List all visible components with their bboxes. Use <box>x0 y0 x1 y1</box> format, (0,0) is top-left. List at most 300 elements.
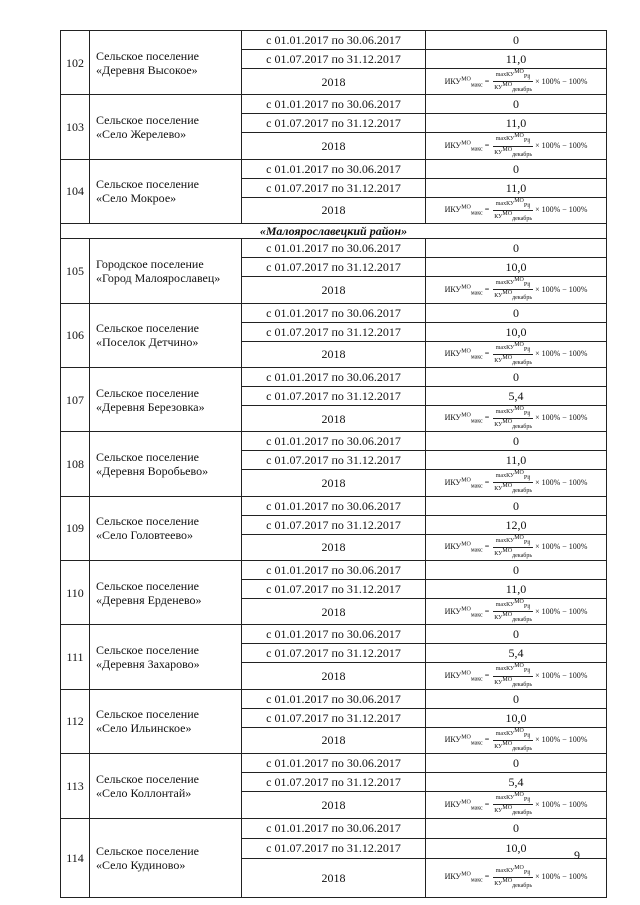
formula-numerator-sup: МО <box>514 69 524 75</box>
value-first-half: 0 <box>426 625 607 644</box>
formula-lhs: ИКУ <box>444 735 462 745</box>
value-second-half: 11,0 <box>426 50 607 69</box>
formula: $ИКУ^{МО}_{макс}$ = $\frac{\text{maxКУМОPij}}{\text{КУМОдекабрь}}$ × 100% − 100% <box>444 341 588 366</box>
formula: $ИКУ^{МО}_{макс}$ = $\frac{\text{maxКУМОPij}}{\text{КУМОдекабрь}}$ × 100% − 100% <box>444 69 588 94</box>
formula-denominator-sup: МО <box>502 354 513 361</box>
formula-numerator-text: maxКУ <box>495 344 515 351</box>
formula-lhs-sup: МО <box>461 348 471 355</box>
table-row <box>61 303 607 322</box>
settlement-type: Сельское поселение <box>96 771 199 786</box>
period-second-half: с 01.07.2017 по 31.12.2017 <box>242 258 426 277</box>
period-first-half: с 01.01.2017 по 30.06.2017 <box>242 818 426 838</box>
settlement-type: Сельское поселение <box>96 177 199 192</box>
formula-numerator-sub: Pij <box>523 870 531 876</box>
settlement-name <box>90 31 242 95</box>
formula-fraction <box>493 133 533 158</box>
district-row <box>61 224 607 239</box>
value-second-half: 5,4 <box>426 773 607 792</box>
formula-lhs-sub: макс <box>470 82 483 89</box>
formula-denominator-sub: декабрь <box>512 216 533 223</box>
formula-numerator-sub: Pij <box>523 282 531 289</box>
formula-lhs-sup: МО <box>461 541 471 548</box>
settlement-title: «Деревня Березовка» <box>96 399 205 414</box>
formula-tail: × 100% − 100% <box>535 606 588 616</box>
formula-denominator-sub: декабрь <box>512 359 533 366</box>
period-first-half: с 01.01.2017 по 30.06.2017 <box>242 159 426 178</box>
year-cell: 2018 <box>242 663 426 689</box>
settlement-title: «Деревня Захарово» <box>96 657 200 672</box>
value-first-half: 0 <box>426 159 607 178</box>
formula-lhs-sub: макс <box>470 290 483 297</box>
year-cell: 2018 <box>242 197 426 223</box>
formula-numerator <box>493 865 533 878</box>
formula-numerator-sup: МО <box>514 341 524 348</box>
formula: $ИКУ^{МО}_{макс}$ = $\frac{\text{maxКУМОPij}}{\text{КУМОдекабрь}}$ × 100% − 100% <box>444 599 588 624</box>
period-second-half: с 01.07.2017 по 31.12.2017 <box>242 50 426 69</box>
period-first-half: с 01.01.2017 по 30.06.2017 <box>242 689 426 708</box>
formula-cell <box>426 599 607 625</box>
value-second-half: 10,0 <box>426 708 607 727</box>
formula-denominator <box>493 290 533 302</box>
settlement-name <box>90 818 242 897</box>
formula-numerator-sub: Pij <box>523 138 531 145</box>
formula-denominator-sup: МО <box>502 740 513 747</box>
settlement-title: «Деревня Ерденево» <box>96 592 202 607</box>
formula-fraction <box>493 69 533 94</box>
row-number: 109 <box>61 496 90 560</box>
formula-cell <box>426 197 607 223</box>
formula: $ИКУ^{МО}_{макс}$ = $\frac{\text{maxКУМОPij}}{\text{КУМОдекабрь}}$ × 100% − 100% <box>444 864 588 890</box>
value-first-half: 0 <box>426 95 607 114</box>
formula-numerator-text: maxКУ <box>495 408 515 415</box>
formula-numerator-sup: МО <box>514 727 524 734</box>
settlement-type: Сельское поселение <box>96 843 199 858</box>
formula-denominator-text: КУ <box>494 679 503 686</box>
formula-fraction <box>493 535 533 560</box>
row-number: 110 <box>61 561 90 625</box>
row-number: 113 <box>61 754 90 818</box>
formula-lhs-sup: МО <box>461 477 471 484</box>
settlement-title: «Село Головтеево» <box>96 528 194 543</box>
formula-denominator-sub: декабрь <box>512 87 533 94</box>
settlement-title: «Село Мокрое» <box>96 191 177 206</box>
formula-numerator <box>493 792 533 805</box>
formula-numerator <box>493 198 533 211</box>
table-row <box>61 31 607 50</box>
value-first-half: 0 <box>426 689 607 708</box>
value-first-half: 0 <box>426 818 607 838</box>
period-first-half: с 01.01.2017 по 30.06.2017 <box>242 303 426 322</box>
table-row <box>61 95 607 114</box>
table-row <box>61 159 607 178</box>
formula-denominator <box>493 548 533 560</box>
formula-denominator <box>493 878 533 890</box>
formula-tail: × 100% − 100% <box>535 735 588 745</box>
formula-lhs: ИКУ <box>444 76 462 86</box>
formula-denominator-sup: МО <box>502 419 513 426</box>
period-first-half: с 01.01.2017 по 30.06.2017 <box>242 561 426 580</box>
formula-lhs-sub: макс <box>470 740 483 747</box>
formula-numerator-text: maxКУ <box>495 602 515 608</box>
period-first-half: с 01.01.2017 по 30.06.2017 <box>242 95 426 114</box>
formula-numerator-sup: МО <box>514 792 524 799</box>
settlement-name <box>90 303 242 367</box>
period-second-half: с 01.07.2017 по 31.12.2017 <box>242 386 426 405</box>
formula-cell <box>426 858 607 897</box>
value-first-half: 0 <box>426 561 607 580</box>
period-second-half: с 01.07.2017 по 31.12.2017 <box>242 114 426 133</box>
formula-lhs-sup: МО <box>461 284 471 290</box>
period-first-half: с 01.01.2017 по 30.06.2017 <box>242 625 426 644</box>
formula-lhs-sup: МО <box>461 670 471 677</box>
year-cell: 2018 <box>242 792 426 818</box>
formula-fraction <box>493 865 533 890</box>
formula-cell <box>426 534 607 560</box>
formula-numerator-text: maxКУ <box>495 280 515 287</box>
formula-tail: × 100% − 100% <box>535 349 588 359</box>
formula-lhs-sup: МО <box>461 412 471 419</box>
formula-cell <box>426 663 607 689</box>
district-heading <box>61 224 607 239</box>
formula-denominator <box>493 211 533 223</box>
value-second-half: 10,0 <box>426 838 607 858</box>
settlement-name <box>90 159 242 223</box>
formula-tail: × 100% − 100% <box>535 477 588 487</box>
settlement-type: Сельское поселение <box>96 48 199 63</box>
period-second-half: с 01.07.2017 по 31.12.2017 <box>242 178 426 197</box>
formula-lhs: ИКУ <box>444 413 462 423</box>
formula-cell <box>426 792 607 818</box>
formula-numerator <box>493 728 533 741</box>
formula-denominator-text: КУ <box>494 550 503 557</box>
settlement-type: Сельское поселение <box>96 385 199 400</box>
row-number: 107 <box>61 367 90 431</box>
settlement-name <box>90 689 242 753</box>
formula-numerator <box>493 599 533 612</box>
value-second-half: 11,0 <box>426 114 607 133</box>
period-second-half: с 01.07.2017 по 31.12.2017 <box>242 773 426 792</box>
formula-lhs-sup: МО <box>461 204 471 211</box>
year-cell: 2018 <box>242 470 426 496</box>
formula-lhs-sub: макс <box>470 805 483 812</box>
document-page <box>60 30 602 898</box>
formula-fraction <box>493 277 533 302</box>
formula-denominator-sup: МО <box>502 547 513 554</box>
table-row <box>61 625 607 644</box>
formula-numerator-text: maxКУ <box>495 72 515 78</box>
formula-cell <box>426 133 607 159</box>
formula-denominator-text: КУ <box>494 808 503 815</box>
row-number: 108 <box>61 432 90 496</box>
formula-numerator-sup: МО <box>514 864 524 871</box>
value-first-half: 0 <box>426 303 607 322</box>
formula-numerator-sup: МО <box>514 405 524 412</box>
row-number: 103 <box>61 95 90 159</box>
table-row <box>61 754 607 773</box>
formula-lhs-sub: макс <box>470 676 483 683</box>
period-first-half: с 01.01.2017 по 30.06.2017 <box>242 432 426 451</box>
settlement-name <box>90 496 242 560</box>
settlement-type: Городское поселение <box>96 256 204 271</box>
formula-cell <box>426 277 607 303</box>
formula-denominator <box>493 677 533 689</box>
formula-lhs-sub: макс <box>470 877 483 884</box>
formula: $ИКУ^{МО}_{макс}$ = $\frac{\text{maxКУМОPij}}{\text{КУМОдекабрь}}$ × 100% − 100% <box>444 197 588 223</box>
page-number: 9 <box>574 848 580 862</box>
formula-denominator-text: КУ <box>494 615 503 622</box>
formula: $ИКУ^{МО}_{макс}$ = $\frac{\text{maxКУМОPij}}{\text{КУМОдекабрь}}$ × 100% − 100% <box>444 727 588 753</box>
formula-fraction <box>493 663 533 688</box>
formula-numerator-sub: Pij <box>523 668 531 675</box>
settlement-name <box>90 95 242 159</box>
settlement-title: «Село Жерелево» <box>96 127 187 142</box>
settlement-title: «Поселок Детчино» <box>96 335 199 350</box>
formula-lhs-sup: МО <box>461 140 471 147</box>
formula: $ИКУ^{МО}_{макс}$ = $\frac{\text{maxКУМОPij}}{\text{КУМОдекабрь}}$ × 100% − 100% <box>444 133 588 158</box>
formula-denominator-sub: декабрь <box>512 488 533 495</box>
formula-numerator-text: maxКУ <box>495 730 515 737</box>
formula-denominator-sup: МО <box>502 805 513 812</box>
value-second-half: 5,4 <box>426 386 607 405</box>
formula-numerator-text: maxКУ <box>495 537 515 544</box>
formula-lhs: ИКУ <box>444 349 462 359</box>
formula-denominator-text: КУ <box>494 293 503 300</box>
formula-numerator <box>493 406 533 419</box>
formula-numerator-sub: Pij <box>523 74 531 81</box>
formula-numerator-sup: МО <box>514 133 524 140</box>
settlement-title: «Село Кудиново» <box>96 857 186 872</box>
table-row <box>61 818 607 838</box>
period-second-half: с 01.07.2017 по 31.12.2017 <box>242 451 426 470</box>
formula-denominator-sub: декабрь <box>512 810 533 817</box>
formula-numerator <box>493 663 533 676</box>
settlement-type: Сельское поселение <box>96 449 199 464</box>
year-cell: 2018 <box>242 133 426 159</box>
formula-denominator-text: КУ <box>494 486 503 493</box>
period-first-half: с 01.01.2017 по 30.06.2017 <box>242 239 426 258</box>
settlement-type: Сельское поселение <box>96 643 199 658</box>
formula-denominator-sub: декабрь <box>512 617 533 624</box>
settlement-name <box>90 561 242 625</box>
formula-numerator <box>493 535 533 548</box>
settlement-name <box>90 432 242 496</box>
table-row <box>61 689 607 708</box>
formula-lhs: ИКУ <box>444 477 462 487</box>
formula-numerator-sub: Pij <box>523 411 531 418</box>
formula-denominator <box>493 355 533 367</box>
period-second-half: с 01.07.2017 по 31.12.2017 <box>242 322 426 341</box>
formula-numerator-text: maxКУ <box>495 200 515 207</box>
tariff-table-body <box>61 31 607 898</box>
formula-lhs-sup: МО <box>461 734 471 741</box>
formula-lhs: ИКУ <box>444 606 462 616</box>
table-row <box>61 432 607 451</box>
formula-cell <box>426 341 607 367</box>
settlement-name <box>90 367 242 431</box>
formula-denominator <box>493 419 533 431</box>
formula-numerator <box>493 277 533 290</box>
formula-numerator-sup: МО <box>514 197 524 204</box>
formula-numerator-sub: Pij <box>523 346 531 353</box>
period-first-half: с 01.01.2017 по 30.06.2017 <box>242 367 426 386</box>
formula-denominator-sub: декабрь <box>512 295 533 302</box>
formula-denominator-sub: декабрь <box>512 553 533 559</box>
formula-numerator-sub: Pij <box>523 604 531 611</box>
period-second-half: с 01.07.2017 по 31.12.2017 <box>242 838 426 858</box>
table-row <box>61 239 607 258</box>
formula-denominator-sub: декабрь <box>512 746 533 753</box>
value-first-half: 0 <box>426 367 607 386</box>
formula-fraction <box>493 728 533 753</box>
table-row <box>61 367 607 386</box>
year-cell: 2018 <box>242 858 426 897</box>
settlement-name <box>90 754 242 818</box>
formula: $ИКУ^{МО}_{макс}$ = $\frac{\text{maxКУМОPij}}{\text{КУМОдекабрь}}$ × 100% − 100% <box>444 470 588 495</box>
value-first-half: 0 <box>426 31 607 50</box>
formula-lhs: ИКУ <box>444 799 462 809</box>
formula-numerator-sup: МО <box>514 277 524 284</box>
district-name: Малоярославецкий район» <box>265 224 408 239</box>
formula-tail: × 100% − 100% <box>535 872 588 882</box>
row-number: 111 <box>61 625 90 689</box>
settlement-title: «Деревня Высокое» <box>96 62 198 77</box>
formula-fraction <box>493 470 533 495</box>
formula-denominator-sub: декабрь <box>512 883 533 890</box>
formula-denominator-text: КУ <box>494 149 503 156</box>
row-number: 104 <box>61 159 90 223</box>
formula-lhs-sub: макс <box>470 146 483 153</box>
period-first-half: с 01.01.2017 по 30.06.2017 <box>242 754 426 773</box>
formula-tail: × 100% − 100% <box>535 799 588 809</box>
formula-denominator-sub: декабрь <box>512 424 533 431</box>
formula-numerator-text: maxКУ <box>495 867 515 874</box>
value-first-half: 0 <box>426 239 607 258</box>
value-second-half: 5,4 <box>426 644 607 663</box>
formula-cell <box>426 405 607 431</box>
value-second-half: 10,0 <box>426 322 607 341</box>
formula-denominator-text: КУ <box>494 357 503 364</box>
tariff-table <box>60 30 607 898</box>
formula-lhs: ИКУ <box>444 872 462 882</box>
formula-numerator-sup: МО <box>514 663 524 670</box>
formula-numerator-sup: МО <box>514 470 524 477</box>
formula-denominator-sup: МО <box>502 146 513 153</box>
row-number: 106 <box>61 303 90 367</box>
formula-lhs: ИКУ <box>444 670 462 680</box>
formula-numerator-sub: Pij <box>523 475 531 482</box>
year-cell: 2018 <box>242 69 426 95</box>
settlement-title: «Село Коллонтай» <box>96 785 192 800</box>
formula-numerator-sub: Pij <box>523 539 531 546</box>
formula-tail: × 100% − 100% <box>535 76 588 86</box>
year-cell: 2018 <box>242 277 426 303</box>
formula-lhs-sup: МО <box>461 799 471 805</box>
formula-lhs-sub: макс <box>470 547 483 554</box>
formula-numerator-sup: МО <box>514 534 524 541</box>
settlement-name <box>90 625 242 689</box>
settlement-type: Сельское поселение <box>96 113 199 128</box>
row-number: 114 <box>61 818 90 897</box>
period-second-half: с 01.07.2017 по 31.12.2017 <box>242 708 426 727</box>
table-row <box>61 496 607 515</box>
year-cell: 2018 <box>242 599 426 625</box>
year-cell: 2018 <box>242 727 426 753</box>
formula-denominator-sup: МО <box>502 676 513 683</box>
row-number: 105 <box>61 239 90 303</box>
formula-numerator-text: maxКУ <box>495 795 515 802</box>
formula-denominator <box>493 612 533 624</box>
formula-denominator-text: КУ <box>494 881 503 887</box>
formula-denominator-sup: МО <box>502 82 513 89</box>
row-number: 102 <box>61 31 90 95</box>
formula-denominator-text: КУ <box>494 422 503 429</box>
settlement-title: «Деревня Воробьево» <box>96 463 209 478</box>
formula-fraction <box>493 599 533 624</box>
formula-tail: × 100% − 100% <box>535 284 588 294</box>
formula-lhs: ИКУ <box>444 205 462 215</box>
formula-tail: × 100% − 100% <box>535 670 588 680</box>
formula-lhs: ИКУ <box>444 140 462 150</box>
formula-fraction <box>493 792 533 817</box>
value-first-half: 0 <box>426 432 607 451</box>
formula-lhs-sub: макс <box>470 354 483 361</box>
settlement-title: «Город Малоярославец» <box>96 270 221 285</box>
formula-numerator-sub: Pij <box>523 797 531 804</box>
value-second-half: 11,0 <box>426 178 607 197</box>
formula-denominator-sup: МО <box>502 612 513 619</box>
table-row <box>61 561 607 580</box>
formula-denominator-sup: МО <box>502 210 513 217</box>
formula-denominator <box>493 147 533 159</box>
formula-lhs-sub: макс <box>470 612 483 619</box>
formula-denominator-sub: декабрь <box>512 681 533 688</box>
formula-lhs-sub: макс <box>470 483 483 490</box>
formula-numerator-text: maxКУ <box>495 666 515 673</box>
value-first-half: 0 <box>426 754 607 773</box>
formula-denominator-sub: декабрь <box>512 151 533 158</box>
formula-denominator-text: КУ <box>494 743 503 750</box>
formula-tail: × 100% − 100% <box>535 205 588 215</box>
value-first-half: 0 <box>426 496 607 515</box>
formula-numerator-text: maxКУ <box>495 136 515 143</box>
formula-denominator-text: КУ <box>494 85 503 92</box>
formula: $ИКУ^{МО}_{макс}$ = $\frac{\text{maxКУМОPij}}{\text{КУМОдекабрь}}$ × 100% − 100% <box>444 405 588 431</box>
formula-cell <box>426 470 607 496</box>
formula-lhs: ИКУ <box>444 284 462 294</box>
period-second-half: с 01.07.2017 по 31.12.2017 <box>242 644 426 663</box>
formula-fraction <box>493 342 533 367</box>
row-number: 112 <box>61 689 90 753</box>
formula-denominator <box>493 805 533 817</box>
period-second-half: с 01.07.2017 по 31.12.2017 <box>242 580 426 599</box>
settlement-type: Сельское поселение <box>96 321 199 336</box>
year-cell: 2018 <box>242 341 426 367</box>
formula-lhs-sup: МО <box>461 871 471 878</box>
formula-lhs-sup: МО <box>461 605 471 612</box>
formula-numerator <box>493 69 533 82</box>
formula: $ИКУ^{МО}_{макс}$ = $\frac{\text{maxКУМОPij}}{\text{КУМОдекабрь}}$ × 100% − 100% <box>444 663 588 688</box>
formula: $ИКУ^{МО}_{макс}$ = $\frac{\text{maxКУМОPij}}{\text{КУМОдекабрь}}$ × 100% − 100% <box>444 792 588 817</box>
settlement-name <box>90 239 242 303</box>
formula: $ИКУ^{МО}_{макс}$ = $\frac{\text{maxКУМОPij}}{\text{КУМОдекабрь}}$ × 100% − 100% <box>444 534 588 559</box>
formula: $ИКУ^{МО}_{макс}$ = $\frac{\text{maxКУМОPij}}{\text{КУМОдекабрь}}$ × 100% − 100% <box>444 277 588 302</box>
formula-numerator-sub: Pij <box>523 732 531 739</box>
formula-numerator-sub: Pij <box>523 202 531 209</box>
period-first-half: с 01.01.2017 по 30.06.2017 <box>242 496 426 515</box>
formula-lhs-sub: макс <box>470 419 483 425</box>
formula-denominator-sup: МО <box>502 878 513 884</box>
formula-numerator <box>493 470 533 483</box>
